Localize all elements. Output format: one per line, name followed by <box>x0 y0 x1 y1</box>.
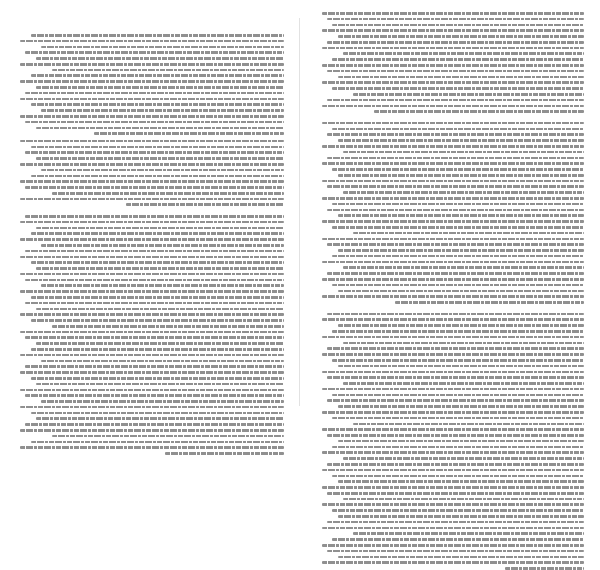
text-line <box>338 365 584 368</box>
text-line <box>327 243 584 246</box>
text-line <box>327 99 584 102</box>
text-line <box>338 139 584 142</box>
text-line <box>322 371 584 374</box>
text-line <box>31 146 284 149</box>
text-line <box>41 109 284 112</box>
text-line <box>322 238 584 241</box>
text-line <box>322 527 584 530</box>
text-line <box>332 538 584 541</box>
left-page <box>0 0 300 424</box>
text-line <box>20 446 284 449</box>
text-line <box>20 221 284 224</box>
text-line <box>52 325 284 328</box>
text-line <box>322 105 584 108</box>
paragraph <box>20 34 284 135</box>
text-line <box>327 18 584 21</box>
text-line <box>31 348 284 351</box>
text-line <box>20 180 284 183</box>
text-line <box>41 244 284 247</box>
text-line <box>332 284 584 287</box>
text-line <box>20 273 284 276</box>
text-line <box>322 388 584 391</box>
text-line <box>338 556 584 559</box>
text-line <box>322 162 584 165</box>
text-line <box>327 521 584 524</box>
text-line <box>338 249 584 252</box>
text-line <box>327 550 584 553</box>
text-line <box>36 57 284 60</box>
text-line <box>332 24 584 27</box>
text-line <box>20 313 284 316</box>
text-line <box>332 58 584 61</box>
text-line <box>20 354 284 357</box>
text-line <box>338 214 584 217</box>
text-line <box>353 93 584 96</box>
text-line <box>343 342 584 345</box>
text-line <box>20 198 284 201</box>
text-line <box>505 567 584 570</box>
text-line <box>20 256 284 259</box>
text-line <box>31 74 284 77</box>
text-line <box>36 127 284 130</box>
text-line <box>41 284 284 287</box>
text-line <box>322 295 584 298</box>
text-line <box>338 405 584 408</box>
text-line <box>322 318 584 321</box>
text-line <box>126 203 284 206</box>
paragraph <box>20 140 284 206</box>
text-line <box>343 191 584 194</box>
text-line <box>25 336 284 339</box>
text-line <box>322 278 584 281</box>
right-page-content <box>322 12 584 570</box>
text-line <box>31 412 284 415</box>
text-line <box>20 429 284 432</box>
text-line <box>338 440 584 443</box>
text-line <box>31 296 284 299</box>
text-line <box>332 394 584 397</box>
text-line <box>31 441 284 444</box>
text-line <box>322 451 584 454</box>
text-line <box>20 98 284 101</box>
text-line <box>332 475 584 478</box>
text-line <box>353 232 584 235</box>
text-line <box>327 133 584 136</box>
text-line <box>31 34 284 37</box>
text-line <box>20 163 284 166</box>
text-line <box>31 232 284 235</box>
text-line <box>94 132 284 135</box>
text-line <box>327 185 584 188</box>
text-line <box>338 290 584 293</box>
text-line <box>343 382 584 385</box>
text-line <box>374 110 584 113</box>
text-line <box>322 561 584 564</box>
text-line <box>25 121 284 124</box>
text-line <box>322 122 584 125</box>
text-line <box>343 498 584 501</box>
text-line <box>338 76 584 79</box>
text-line <box>322 81 584 84</box>
text-line <box>25 365 284 368</box>
right-page <box>300 0 600 424</box>
text-line <box>395 301 584 304</box>
text-line <box>31 175 284 178</box>
text-line <box>20 140 284 143</box>
text-line <box>31 377 284 380</box>
text-line <box>41 46 284 49</box>
text-line <box>338 480 584 483</box>
text-line <box>25 186 284 189</box>
text-line <box>322 145 584 148</box>
text-line <box>353 532 584 535</box>
text-line <box>322 197 584 200</box>
text-line <box>41 360 284 363</box>
text-line <box>25 302 284 305</box>
text-line <box>25 92 284 95</box>
left-page-content <box>20 22 284 455</box>
text-line <box>332 255 584 258</box>
text-line <box>36 157 284 160</box>
text-line <box>322 353 584 356</box>
text-line <box>36 383 284 386</box>
text-line <box>165 452 284 455</box>
text-line <box>322 64 584 67</box>
text-line <box>20 389 284 392</box>
text-line <box>327 157 584 160</box>
text-line <box>322 336 584 339</box>
text-line <box>20 80 284 83</box>
text-line <box>36 227 284 230</box>
text-line <box>322 180 584 183</box>
text-line <box>332 128 584 131</box>
text-line <box>52 69 284 72</box>
text-line <box>338 515 584 518</box>
text-line <box>20 115 284 118</box>
text-line <box>322 47 584 50</box>
text-line <box>332 330 584 333</box>
text-line <box>20 406 284 409</box>
text-line <box>322 220 584 223</box>
paragraph <box>322 122 584 304</box>
text-line <box>332 226 584 229</box>
text-line <box>36 86 284 89</box>
text-line <box>36 267 284 270</box>
text-line <box>327 492 584 495</box>
text-line <box>332 509 584 512</box>
text-line <box>25 51 284 54</box>
text-line <box>25 215 284 218</box>
text-line <box>20 40 284 43</box>
text-line <box>25 394 284 397</box>
text-line <box>322 261 584 264</box>
text-line <box>343 151 584 154</box>
text-line <box>322 411 584 414</box>
paragraph <box>20 215 284 455</box>
page-title <box>20 22 284 28</box>
text-line <box>327 463 584 466</box>
text-line <box>338 35 584 38</box>
text-line <box>322 428 584 431</box>
text-line <box>322 29 584 32</box>
text-line <box>327 434 584 437</box>
text-line <box>332 359 584 362</box>
text-line <box>322 544 584 547</box>
text-line <box>327 209 584 212</box>
text-line <box>322 486 584 489</box>
paragraph <box>322 12 584 113</box>
text-line <box>20 63 284 66</box>
text-line <box>25 279 284 282</box>
text-line <box>322 12 584 15</box>
text-line <box>332 87 584 90</box>
text-line <box>52 192 284 195</box>
text-line <box>343 266 584 269</box>
text-line <box>327 399 584 402</box>
text-line <box>31 103 284 106</box>
text-line <box>322 503 584 506</box>
text-line <box>327 272 584 275</box>
text-line <box>25 151 284 154</box>
text-line <box>327 41 584 44</box>
text-line <box>20 331 284 334</box>
text-line <box>36 308 284 311</box>
text-line <box>338 174 584 177</box>
text-line <box>338 324 584 327</box>
text-line <box>20 371 284 374</box>
text-line <box>343 457 584 460</box>
text-line <box>343 52 584 55</box>
text-line <box>41 400 284 403</box>
text-line <box>41 169 284 172</box>
text-line <box>327 376 584 379</box>
text-line <box>20 238 284 241</box>
text-line <box>25 250 284 253</box>
text-line <box>31 319 284 322</box>
text-line <box>322 469 584 472</box>
text-line <box>327 313 584 316</box>
text-line <box>327 347 584 350</box>
text-line <box>332 417 584 420</box>
text-line <box>52 435 284 438</box>
text-line <box>332 203 584 206</box>
text-line <box>20 290 284 293</box>
text-line <box>332 446 584 449</box>
text-line <box>36 342 284 345</box>
text-line <box>332 168 584 171</box>
text-line <box>31 261 284 264</box>
text-line <box>327 70 584 73</box>
text-line <box>36 417 284 420</box>
paragraph <box>322 313 584 570</box>
